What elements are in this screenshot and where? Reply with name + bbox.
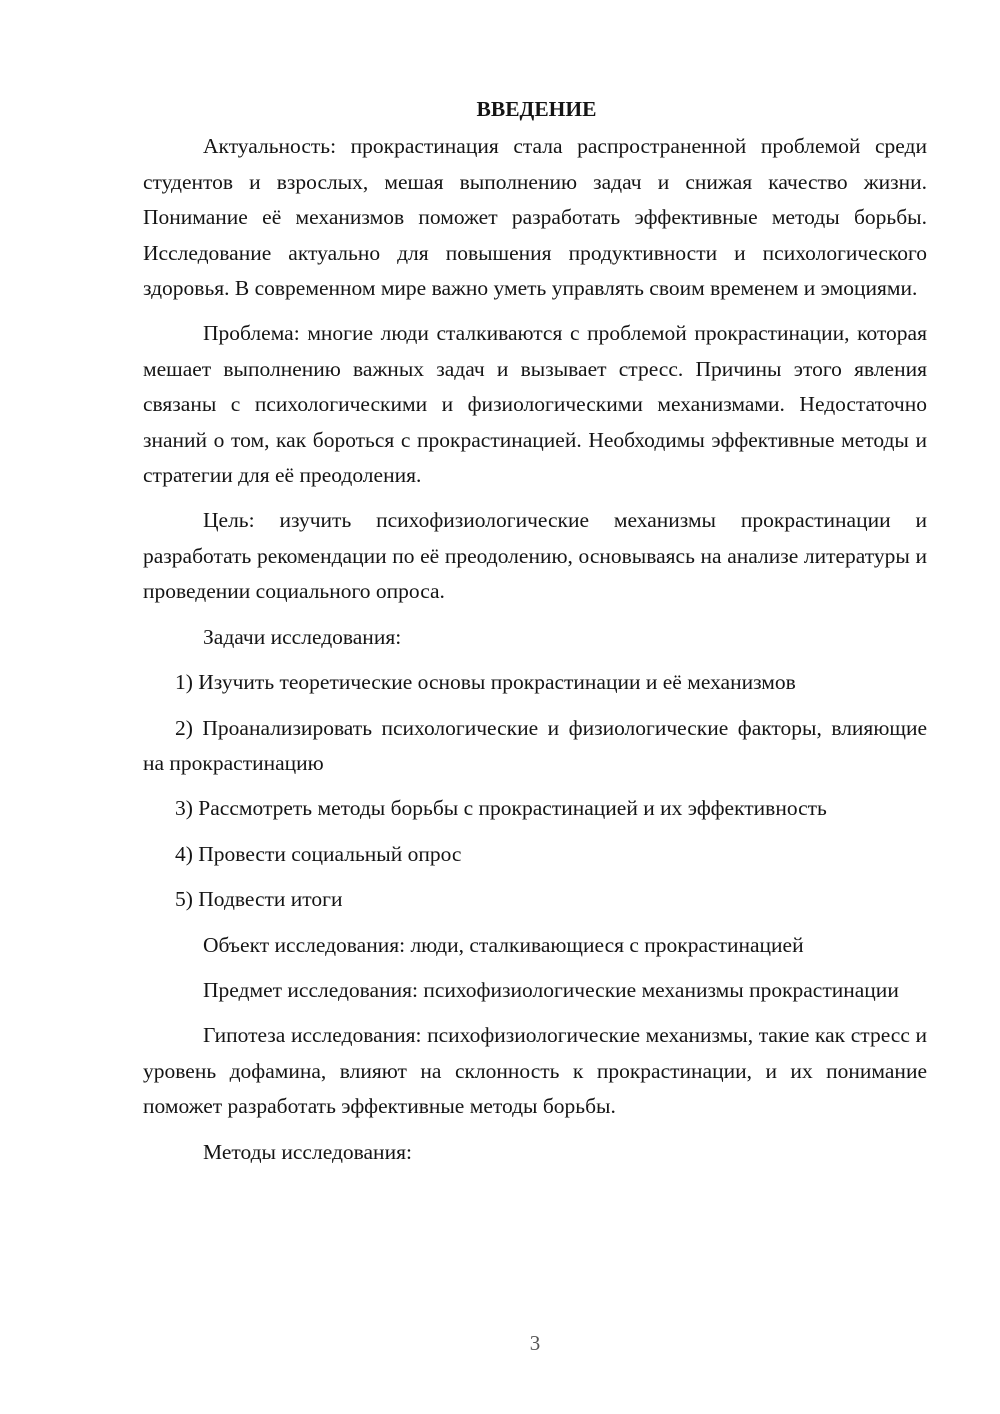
document-body [143,92,927,1170]
task-item-1: 1) Изучить теоретические основы прокрастинации и её механизмов [175,670,796,695]
paragraph-hypothesis: Гипотеза исследования: психофизиологические механизмы, такие как стресс и уровень дофамина, влияют на склонность к прокрастинации, и их понимание поможет разработать эффективные методы борьбы. [143,1023,927,1119]
paragraph-subject: Предмет исследования: психофизиологические механизмы прокрастинации [203,977,899,1002]
paragraph-tasks-heading: Задачи исследования: [203,624,402,649]
paragraph-goal: Цель: изучить психофизиологические механизмы прокрастинации и разработать рекомендации по её преодолению, основываясь на анализе литературы и проведении социального опроса. [143,508,927,604]
paragraph-problem: Проблема: многие люди сталкиваются с проблемой прокрастинации, которая мешает выполнению важных задач и вызывает стресс. Причины этого явления связаны с психологическими и физиологическими механизмами. Недостаточно знаний о том, как бороться с прокрастинацией. Необходимы эффективные методы и стратегии для её преодоления. [143,321,927,488]
paragraph-relevance: Актуальность: прокрастинация стала распространенной проблемой среди студентов и взрослых, мешая выполнению задач и снижая качество жизни. Понимание её механизмов поможет разработать эффективные методы борьбы. Исследование актуально для повышения продуктивности и психологического здоровья. В современном мире важно уметь управлять своим временем и эмоциями. [143,134,927,301]
paragraph-object: Объект исследования: люди, сталкивающиеся с прокрастинацией [203,932,804,957]
section-title: ВВЕДЕНИЕ [476,97,597,121]
task-item-3: 3) Рассмотреть методы борьбы с прокрастинацией и их эффективность [175,796,827,821]
page-number: 3 [529,1331,541,1355]
task-item-5: 5) Подвести итоги [175,887,343,912]
paragraph-methods: Методы исследования: [203,1139,412,1164]
task-item-4: 4) Провести социальный опрос [175,841,462,866]
task-item-2: 2) Проанализировать психологические и физиологические факторы, влияющие на прокрастинацию [143,715,927,775]
